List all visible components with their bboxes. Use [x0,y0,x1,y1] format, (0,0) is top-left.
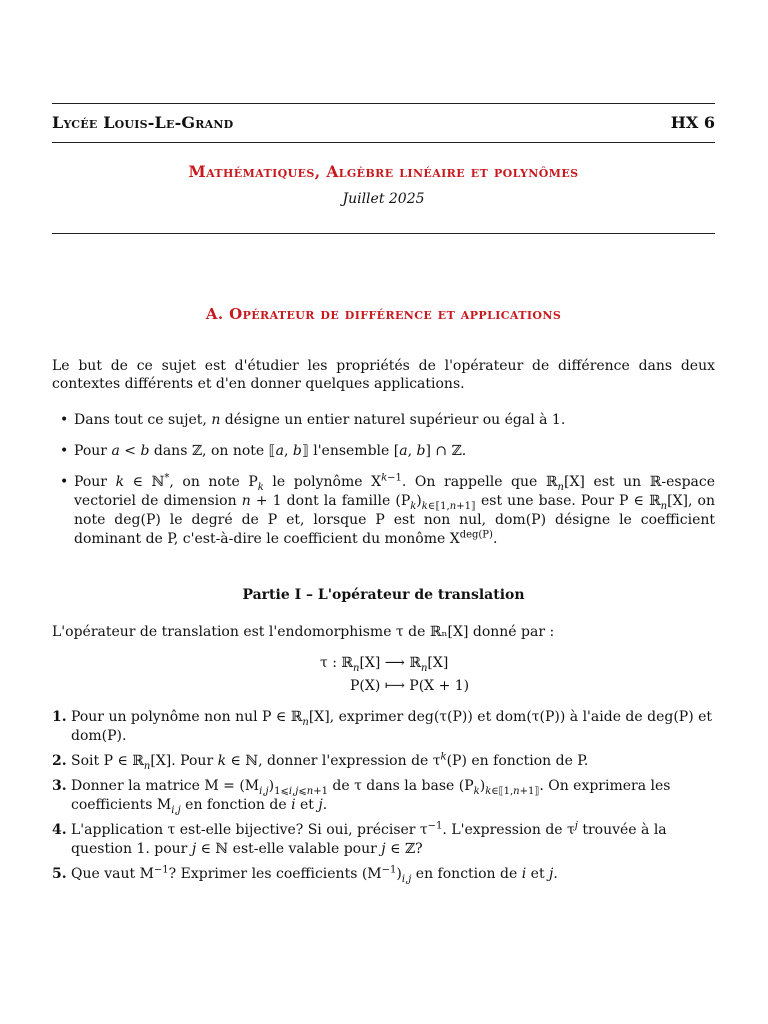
map-line: τ : ℝ$_n$[X] ⟶ ℝ$_n$[X] [320,655,449,674]
school-name: Lycée Louis-Le-Grand [52,113,234,132]
title-rule [52,233,715,234]
part-title: Partie I – L'opérateur de translation [242,587,525,603]
list-item: • Pour k ∈ ℕ*, on note $P_k$ le polynôme $X^{k-1}$. On rappelle que ℝ$_n$[X] est un ℝ-espace vectoriel de dimension n + 1 dont la famille $(P_k)_{k\in⟦1,n+1⟧}$ est une base. Pour P ∈ ℝ$_n$[X], on note deg(P) le degré de P et, lorsque P est non nul, dom(P) désigne le coefficient dominant de P, c'est-à-dire le coefficient du monôme $X^{deg(P)}$. [52,473,715,549]
list-item: 2. Soit P ∈ ℝ$_n$[X]. Pour k ∈ ℕ, donner l'expression de $\tau^k(P)$ en fonction de P. [52,751,589,772]
list-item: • Dans tout ce sujet, n désigne un entier naturel supérieur ou égal à 1. [52,411,715,430]
list-item: • Pour a < b dans ℤ, on note ⟦a, b⟧ l'ensemble [a, b] ∩ ℤ. [52,442,715,461]
list-item: 3. Donner la matrice $M = (M_{i,j})_{1⩽i,j⩽n+1}$ de τ dans la base $(P_k)_{k\in⟦1,n+1⟧}$. On exprimera les coefficients $M_{i,j}$ en fonction de i et j. [52,778,671,816]
list-item: 1. Pour un polynôme non nul P ∈ ℝ$_n$[X], exprimer deg(τ(P)) et dom(τ(P)) à l'aide de deg(P) et dom(P). [52,709,713,744]
document-page [52,0,715,1024]
header-rule [52,142,715,143]
class-name: HX 6 [670,113,715,132]
list-item: 4. L'application τ est-elle bijective? Si oui, préciser $\tau^{-1}$. L'expression de $\tau^j$ trouvée à la question 1. pour j ∈ ℕ est-elle valable pour j ∈ ℤ? [52,820,667,857]
question-list [52,708,715,890]
document-date: Juillet 2025 [342,191,425,207]
part-intro: L'opérateur de translation est l'endomorphisme τ de ℝₙ[X] donné par : [52,624,555,640]
notation-list [52,411,715,561]
top-rule [52,103,715,104]
map-line: P(X) ⟼ P(X + 1) [350,678,470,694]
section-title: A. Opérateur de différence et applications [205,305,562,323]
document-title: Mathématiques, Algèbre linéaire et polynômes [188,162,579,181]
intro-paragraph: Le but de ce sujet est d'étudier les propriétés de l'opérateur de différence dans deux contextes différents et d'en donner quelques applications. [52,358,715,392]
list-item: 5. Que vaut $M^{-1}$? Exprimer les coefficients $(M^{-1})_{i,j}$ en fonction de i et j. [52,864,558,885]
page-header [52,113,715,132]
